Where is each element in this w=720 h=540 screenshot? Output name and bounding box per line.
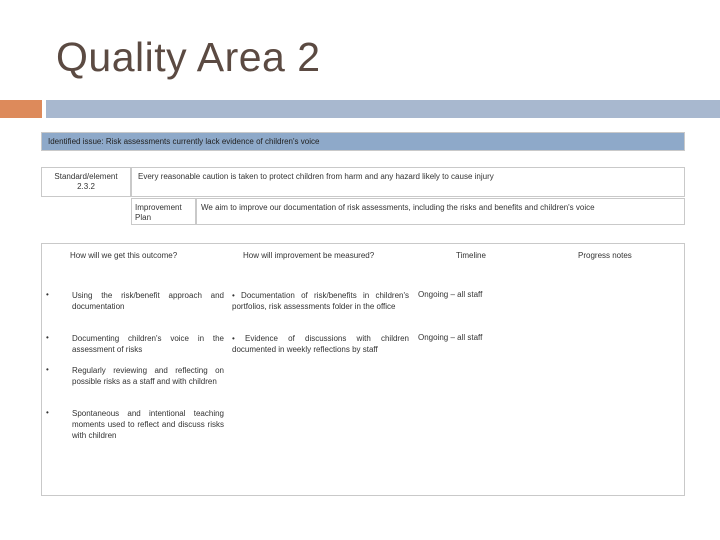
improvement-plan-label-cell — [131, 198, 196, 225]
bullet-icon: • — [46, 408, 49, 417]
improvement-label-line1: Improvement — [135, 203, 182, 212]
timeline-item: Ongoing – all staff — [418, 333, 483, 342]
header-outcome: How will we get this outcome? — [70, 251, 178, 260]
standard-element-cell — [41, 167, 131, 197]
header-timeline: Timeline — [456, 251, 486, 260]
measure-item: • Evidence of discussions with children documented in weekly reflections by staff — [232, 334, 409, 354]
action-item: Regularly reviewing and reflecting on possible risks as a staff and with children — [72, 366, 224, 386]
improvement-label-line2: Plan — [135, 213, 152, 222]
header-progress: Progress notes — [578, 251, 632, 260]
action-item: Spontaneous and intentional teaching moments used to reflect and discuss risks with children — [72, 409, 224, 440]
bullet-icon: • — [46, 365, 49, 374]
standard-label: Standard/element — [54, 172, 118, 181]
timeline-item: Ongoing – all staff — [418, 290, 483, 299]
accent-bar-blue — [46, 100, 720, 118]
action-item: Using the risk/benefit approach and documentation — [72, 291, 224, 311]
bullet-icon: • — [46, 333, 49, 342]
header-measure: How will improvement be measured? — [243, 251, 375, 260]
measure-item: • Documentation of risk/benefits in children's portfolios, risk assessments folder in the office — [232, 291, 409, 311]
action-item: Documenting children's voice in the assessment of risks — [72, 334, 224, 354]
page-title: Quality Area 2 — [56, 34, 321, 80]
improvement-plan-text: We aim to improve our documentation of risk assessments, including the risks and benefits and children's voice — [196, 198, 685, 225]
standard-description: Every reasonable caution is taken to protect children from harm and any hazard likely to cause injury — [131, 167, 685, 197]
identified-issue: Identified issue: Risk assessments currently lack evidence of children's voice — [41, 132, 685, 151]
accent-bar-orange — [0, 100, 42, 118]
standard-number: 2.3.2 — [77, 182, 95, 191]
bullet-icon: • — [46, 290, 49, 299]
